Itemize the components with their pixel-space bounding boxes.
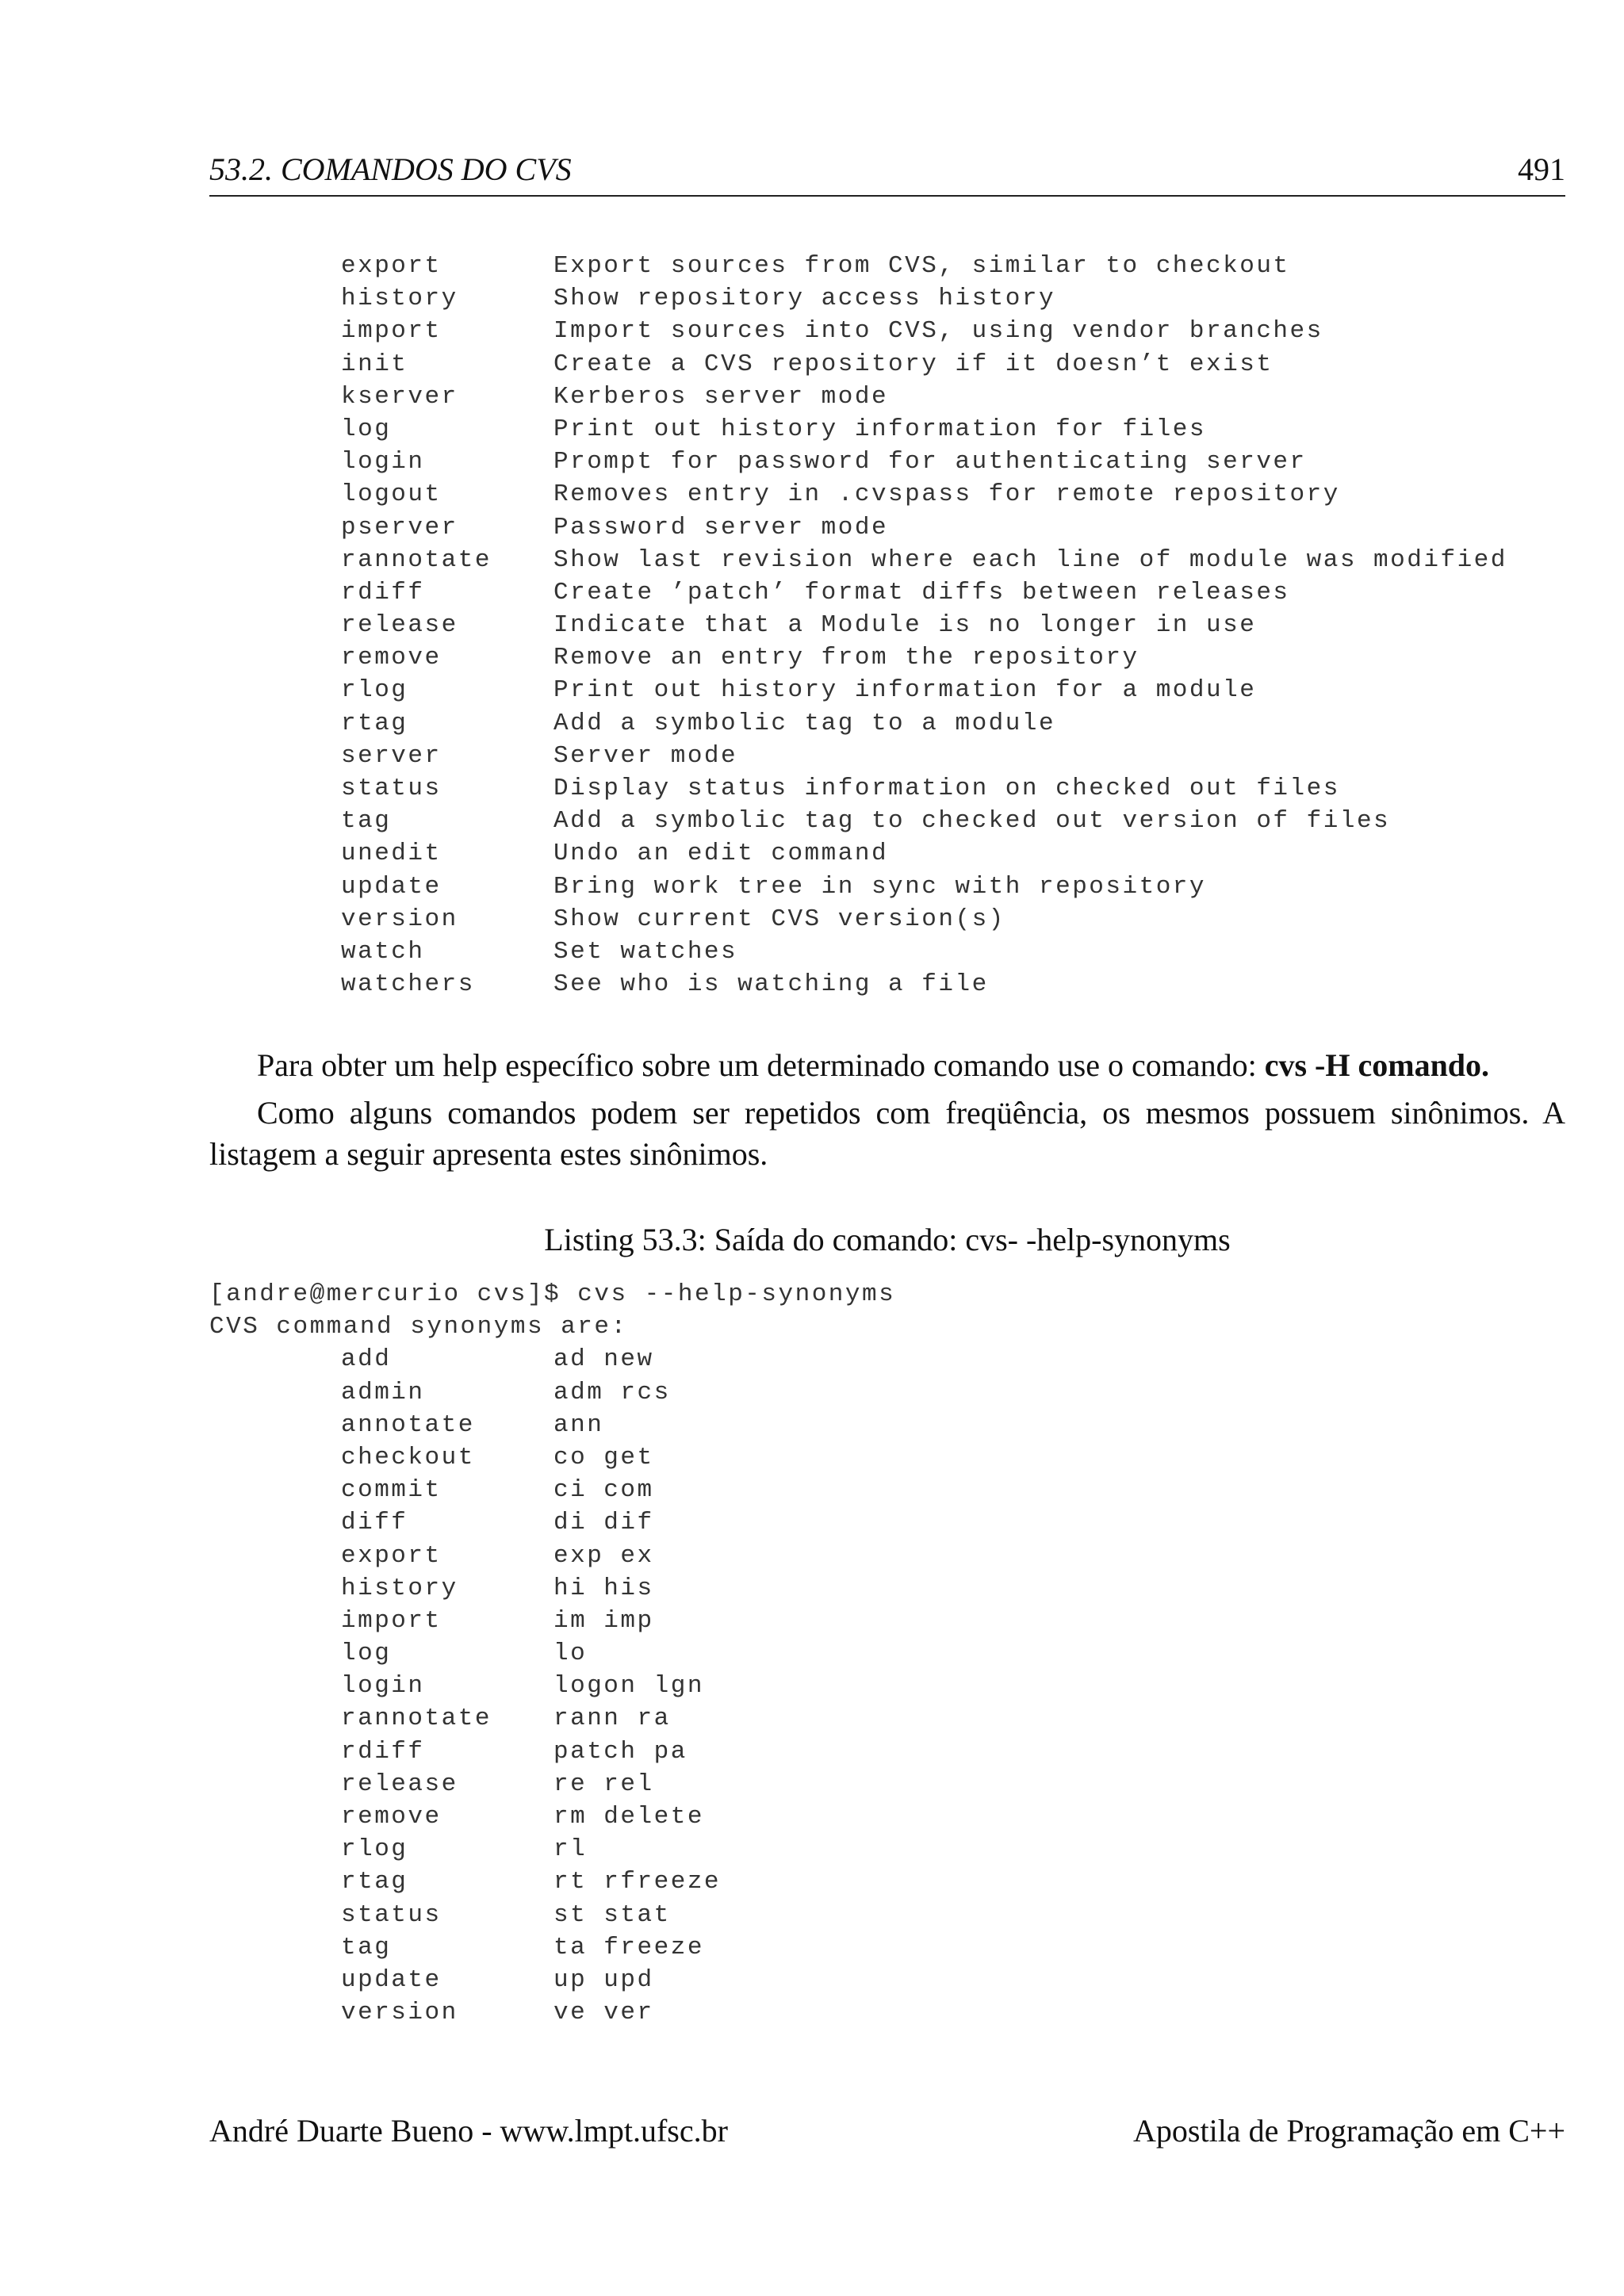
command-name: status bbox=[341, 1900, 442, 1929]
synonym-row bbox=[209, 1899, 895, 1931]
running-header bbox=[209, 151, 1565, 197]
command-aliases: rt rfreeze bbox=[553, 1868, 722, 1896]
command-aliases: patch pa bbox=[553, 1737, 688, 1766]
synonym-row bbox=[209, 1637, 895, 1670]
command-aliases: rl bbox=[553, 1835, 588, 1864]
command-name: version bbox=[341, 1999, 458, 2027]
synonym-row bbox=[209, 1964, 895, 1996]
synonyms-listing bbox=[209, 1278, 895, 2029]
page-footer bbox=[209, 2112, 1565, 2156]
command-name: remove bbox=[341, 1803, 442, 1831]
synonym-row bbox=[209, 1670, 895, 1702]
command-aliases: di dif bbox=[553, 1509, 654, 1537]
prompt-line: [andre@mercurio cvs]$ cvs --help-synonyms bbox=[209, 1280, 896, 1308]
command-description: Import sources into CVS, using vendor branches bbox=[553, 317, 1323, 346]
command-name: login bbox=[341, 448, 425, 476]
synonym-row bbox=[209, 1735, 895, 1768]
command-name: checkout bbox=[341, 1443, 475, 1471]
command-description: See who is watching a file bbox=[553, 970, 989, 999]
command-aliases: rann ra bbox=[553, 1705, 671, 1733]
command-description: Show repository access history bbox=[553, 285, 1056, 313]
command-aliases: re rel bbox=[553, 1770, 654, 1798]
command-name: update bbox=[341, 872, 442, 901]
command-name: history bbox=[341, 285, 458, 313]
command-name: release bbox=[341, 1770, 458, 1798]
command-name: import bbox=[341, 1606, 442, 1635]
command-description: Print out history information for files bbox=[553, 415, 1207, 443]
command-name: logout bbox=[341, 480, 442, 509]
listing-caption: Listing 53.3: Saída do comando: cvs- -help-synonyms bbox=[544, 1222, 1231, 1257]
synonym-row bbox=[209, 1409, 895, 1441]
command-name: kserver bbox=[341, 382, 458, 411]
footer-author: André Duarte Bueno - www.lmpt.ufsc.br bbox=[209, 2113, 728, 2149]
command-name: rannotate bbox=[341, 1705, 492, 1733]
synonym-row bbox=[209, 1768, 895, 1800]
command-aliases: hi his bbox=[553, 1574, 654, 1602]
command-name: import bbox=[341, 317, 442, 346]
section-title: 53.2. COMANDOS DO CVS bbox=[209, 151, 572, 187]
command-aliases: ta freeze bbox=[553, 1933, 704, 1961]
command-aliases: ci com bbox=[553, 1476, 654, 1505]
command-description: Create ’patch’ format diffs between releases bbox=[553, 578, 1290, 607]
synonym-row bbox=[209, 1572, 895, 1605]
synonym-row bbox=[209, 1474, 895, 1506]
command-aliases: adm rcs bbox=[553, 1378, 671, 1406]
command-name: init bbox=[341, 350, 408, 378]
paragraph-help-usage bbox=[257, 1045, 1489, 1086]
command-aliases: co get bbox=[553, 1443, 654, 1471]
command-aliases: ve ver bbox=[553, 1999, 654, 2027]
command-name: rtag bbox=[341, 1868, 408, 1896]
command-description: Remove an entry from the repository bbox=[553, 644, 1139, 672]
command-aliases: exp ex bbox=[553, 1541, 654, 1570]
command-name: export bbox=[341, 1541, 442, 1570]
command-name: rlog bbox=[341, 1835, 408, 1864]
command-description: Prompt for password for authenticating server bbox=[553, 448, 1307, 476]
command-description: Export sources from CVS, similar to checkout bbox=[553, 252, 1290, 280]
command-name: release bbox=[341, 611, 458, 640]
command-name: diff bbox=[341, 1509, 408, 1537]
command-name: rdiff bbox=[341, 578, 425, 607]
synonym-row bbox=[209, 1605, 895, 1637]
command-description: Set watches bbox=[553, 937, 738, 966]
command-name: unedit bbox=[341, 840, 442, 868]
command-name: export bbox=[341, 252, 442, 280]
command-description: Add a symbolic tag to checked out version of files bbox=[553, 807, 1391, 836]
command-name: watchers bbox=[341, 970, 475, 999]
command-name: log bbox=[341, 1640, 392, 1668]
command-aliases: ad new bbox=[553, 1345, 654, 1374]
synonym-row bbox=[209, 1506, 895, 1539]
synonym-row bbox=[209, 1833, 895, 1866]
command-name: commit bbox=[341, 1476, 442, 1505]
command-description: Kerberos server mode bbox=[553, 382, 889, 411]
command-description: Print out history information for a module bbox=[553, 676, 1257, 705]
command-aliases: up upd bbox=[553, 1965, 654, 1994]
command-name: rdiff bbox=[341, 1737, 425, 1766]
synonym-row bbox=[209, 1702, 895, 1735]
command-name: rannotate bbox=[341, 545, 492, 574]
command-name: add bbox=[341, 1345, 392, 1374]
page-number: 491 bbox=[1518, 151, 1565, 187]
command-name: tag bbox=[341, 1933, 392, 1961]
command-description: Undo an edit command bbox=[553, 840, 889, 868]
synonym-row bbox=[209, 1800, 895, 1833]
command-aliases: rm delete bbox=[553, 1803, 704, 1831]
synonym-row bbox=[209, 1540, 895, 1572]
synonym-row bbox=[209, 1866, 895, 1898]
command-aliases: logon lgn bbox=[553, 1672, 704, 1701]
command-aliases: st stat bbox=[553, 1900, 671, 1929]
command-name: rlog bbox=[341, 676, 408, 705]
command-name: version bbox=[341, 905, 458, 933]
paragraph-synonyms-intro: Como alguns comandos podem ser repetidos com freqüência, os mesmos possuem sinônimos. A listagem a seguir apresenta estes sinônimos. bbox=[209, 1095, 1565, 1172]
command-name: pserver bbox=[341, 513, 458, 541]
footer-book-title: Apostila de Programação em C++ bbox=[1133, 2113, 1565, 2149]
synonym-row bbox=[209, 1996, 895, 2029]
paragraph-text: Para obter um help específico sobre um determinado comando use o comando: bbox=[257, 1047, 1265, 1083]
command-name: remove bbox=[341, 644, 442, 672]
command-name: rtag bbox=[341, 709, 408, 737]
command-description: Show current CVS version(s) bbox=[553, 905, 1005, 933]
command-name: log bbox=[341, 415, 392, 443]
command-name: watch bbox=[341, 937, 425, 966]
command-description: Add a symbolic tag to a module bbox=[553, 709, 1056, 737]
synonym-row bbox=[209, 1343, 895, 1376]
synonym-row bbox=[209, 1376, 895, 1409]
command-aliases: lo bbox=[553, 1640, 588, 1668]
command-description: Show last revision where each line of module was modified bbox=[553, 545, 1507, 574]
command-aliases: im imp bbox=[553, 1606, 654, 1635]
command-description: Removes entry in .cvspass for remote repository bbox=[553, 480, 1340, 509]
command-description: Create a CVS repository if it doesn’t exist bbox=[553, 350, 1274, 378]
command-description: Display status information on checked out files bbox=[553, 775, 1340, 802]
synonym-row bbox=[209, 1441, 895, 1474]
command-aliases: ann bbox=[553, 1410, 604, 1439]
command-description: Indicate that a Module is no longer in use bbox=[553, 611, 1257, 640]
command-example: cvs -H comando. bbox=[1264, 1047, 1490, 1083]
intro-line: CVS command synonyms are: bbox=[209, 1313, 628, 1341]
command-name: login bbox=[341, 1672, 425, 1701]
command-name: tag bbox=[341, 807, 392, 836]
command-description: Server mode bbox=[553, 741, 738, 770]
command-name: update bbox=[341, 1965, 442, 1994]
command-description: Password server mode bbox=[553, 513, 889, 541]
command-description: Bring work tree in sync with repository bbox=[553, 872, 1207, 901]
command-name: annotate bbox=[341, 1410, 475, 1439]
command-name: history bbox=[341, 1574, 458, 1602]
command-name: admin bbox=[341, 1378, 425, 1406]
command-name: status bbox=[341, 775, 442, 802]
command-name: server bbox=[341, 741, 442, 770]
synonym-row bbox=[209, 1931, 895, 1964]
